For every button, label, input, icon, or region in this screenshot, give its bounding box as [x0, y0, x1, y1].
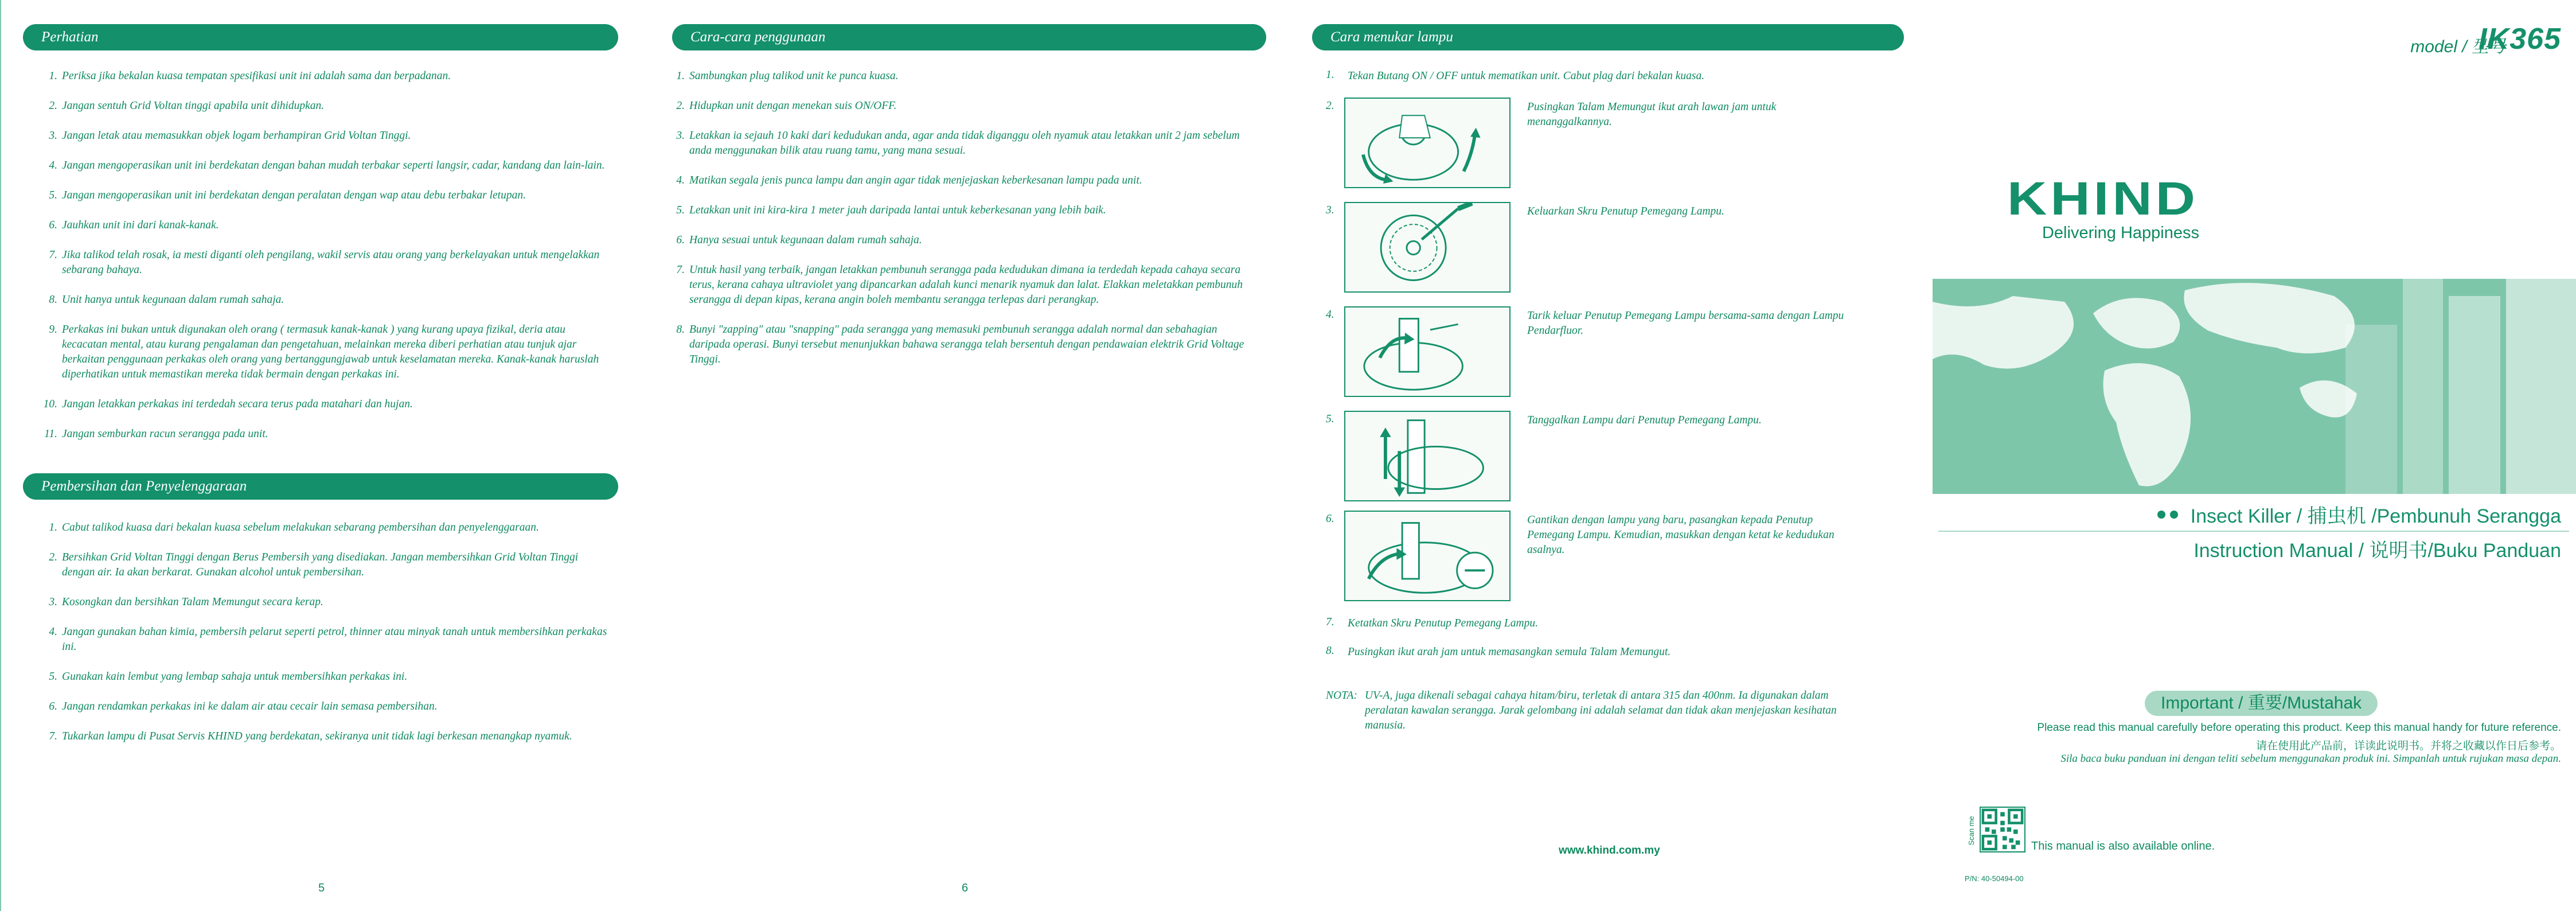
part-number: P/N: 40-50494-00 — [1965, 874, 2024, 883]
perhatian-header: Perhatian — [23, 24, 618, 50]
list-item-number: 7. — [676, 264, 685, 276]
list-item-number: 7. — [49, 730, 57, 742]
list-item-text: Bunyi "zapping" atau "snapping" pada serangga yang memasuki pembunuh serangga adalah normal dan sebahagian daripada operasi. Bunyi tersebut menunjukkan bahawa serangga telah bersentuh dengan pendawaian elektrik Grid Voltage Tinggi. — [689, 324, 1244, 365]
list-item — [49, 158, 612, 173]
notice-english: Please read this manual carefully before operating this product. Keep this manual handy for future reference. — [2037, 722, 2561, 734]
list-item — [49, 69, 612, 84]
step-6-illustration — [1344, 511, 1511, 601]
list-item-text: Jangan semburkan racun serangga pada unit. — [62, 428, 268, 440]
step-number: 5. — [1326, 413, 1334, 425]
notice-chinese: 请在使用此产品前，详读此说明书。并将之收藏以作日后参考。 — [2255, 740, 2561, 752]
step-text: Pusingkan ikut arah jam untuk memasangkan semula Talam Memungut. — [1348, 646, 1671, 658]
list-item-number: 6. — [49, 700, 57, 713]
list-item — [49, 595, 612, 610]
list-item-text: Sambungkan plug talikod unit ke punca kuasa. — [689, 70, 899, 82]
list-item-text: Bersihkan Grid Voltan Tinggi dengan Berus Pembersih yang disediakan. Jangan membersihkan Grid Voltan Tinggi dengan air. Ia akan berkarat. Gunakan alcohol untuk pembersihan. — [62, 551, 579, 578]
list-item-number: 1. — [49, 70, 57, 82]
list-item-text: Jangan gunakan bahan kimia, pembersih pelarut seperti petrol, thinner atau minyak tanah untuk membersihkan perkakas ini. — [62, 626, 607, 653]
nota-label: NOTA: — [1326, 690, 1357, 702]
brand-logo: KHIND — [2007, 172, 2199, 225]
cover-page — [1933, 0, 2576, 911]
list-item-number: 3. — [676, 130, 685, 142]
step-number: 2. — [1326, 100, 1334, 112]
panel-page-5 — [23, 0, 619, 911]
step-text: Tarik keluar Penutup Pemegang Lampu bersama-sama dengan Lampu Pendarfluor. — [1527, 310, 1844, 337]
step-text: Keluarkan Skru Penutup Pemegang Lampu. — [1527, 205, 1724, 217]
product-line: Insect Killer / 捕虫机 /Pembunuh Serangga — [2190, 505, 2561, 527]
list-item — [676, 99, 1257, 114]
list-item-number: 2. — [49, 551, 57, 563]
qr-code[interactable] — [1980, 807, 2025, 852]
list-item — [49, 625, 612, 655]
qr-code-icon — [1981, 808, 2024, 851]
step-text: Gantikan dengan lampu yang baru, pasangkan kepada Penutup Pemegang Lampu. Kemudian, masukkan dengan ketat ke kedudukan asalnya. — [1527, 514, 1835, 556]
step-3-illustration — [1344, 202, 1511, 293]
website-link[interactable]: www.khind.com.my — [1559, 844, 1660, 857]
list-item-number: 6. — [676, 234, 685, 246]
list-item — [49, 218, 612, 233]
list-item-text: Matikan segala jenis punca lampu dan angin agar tidak menjejaskan keberkesanan lampu pada unit. — [689, 174, 1142, 186]
bullet-dots — [2157, 511, 2178, 519]
list-item-text: Kosongkan dan bersihkan Talam Memungut secara kerap. — [62, 596, 323, 608]
list-item-text: Jangan sentuh Grid Voltan tinggi apabila unit dihidupkan. — [62, 100, 325, 112]
online-note: This manual is also available online. — [2031, 840, 2215, 852]
step-number: 7. — [1326, 616, 1334, 628]
pembersihan-list — [49, 520, 612, 759]
list-item — [49, 129, 612, 143]
list-item — [44, 427, 612, 442]
list-item — [49, 669, 612, 684]
list-item-number: 7. — [49, 249, 57, 261]
model-label: model / 型号 — [2410, 37, 2506, 56]
step-4-illustration — [1344, 306, 1511, 397]
lampu-header: Cara menukar lampu — [1312, 24, 1904, 50]
step-number: 8. — [1326, 645, 1334, 657]
perhatian-list — [43, 69, 612, 457]
penggunaan-list — [676, 69, 1257, 382]
list-item-number: 2. — [676, 100, 685, 112]
list-item — [676, 263, 1257, 307]
list-item-text: Periksa jika bekalan kuasa tempatan spesifikasi unit ini adalah sama dan berpadanan. — [62, 70, 451, 82]
list-item-text: Perkakas ini bukan untuk digunakan oleh orang ( termasuk kanak-kanak ) yang kurang upaya fizikal, deria atau kecacatan mental, atau kurang pengalaman dan pengetahuan, melainkan mereka diberi perhatian atau tunjuk ajar berkaitan penggunaan perkakas oleh orang yang bertanggungjawab untuk keselamatan mereka. Kanak-kanak haruslah diperhatikan untuk memastikan mereka tidak bermain dengan perkakas ini. — [62, 324, 599, 380]
list-item-text: Hanya sesuai untuk kegunaan dalam rumah sahaja. — [689, 234, 922, 246]
list-item-number: 5. — [676, 204, 685, 216]
list-item-number: 11. — [44, 428, 57, 440]
step-number: 4. — [1326, 309, 1334, 321]
list-item — [49, 520, 612, 535]
page-number-right: 6 — [962, 882, 969, 894]
list-item-text: Jangan mengoperasikan unit ini berdekatan dengan bahan mudah terbakar seperti langsir, cadar, kandang dan lain-lain. — [62, 159, 605, 172]
notice-malay: Sila baca buku panduan ini dengan teliti sebelum menggunakan produk ini. Simpanlah untuk rujukan masa depan. — [2060, 753, 2561, 765]
pembersihan-header: Pembersihan dan Penyelenggaraan — [23, 473, 618, 500]
important-badge: Important / 重要/Mustahak — [2145, 691, 2378, 716]
list-item-text: Hidupkan unit dengan menekan suis ON/OFF. — [689, 100, 897, 112]
step-text: Tekan Butang ON / OFF untuk mematikan unit. Cabut plag dari bekalan kuasa. — [1348, 70, 1705, 82]
list-item-number: 3. — [49, 596, 57, 608]
list-item-text: Jika talikod telah rosak, ia mesti diganti oleh pengilang, wakil servis atau orang yang berkelayakan untuk mengelakkan sebarang bahaya. — [62, 249, 600, 276]
list-item-number: 8. — [676, 324, 685, 336]
list-item — [49, 322, 612, 382]
step-text: Ketatkan Skru Penutup Pemegang Lampu. — [1348, 617, 1538, 629]
page-number-left: 5 — [318, 882, 325, 894]
list-item-text: Letakkan ia sejauh 10 kaki dari kedudukan anda, agar anda tidak diganggu oleh nyamuk atau letakkan unit 2 jam sebelum anda menggunakan bilik atau ruang tamu, yang mana sesuai. — [689, 130, 1240, 157]
list-item — [676, 69, 1257, 84]
step-number: 1. — [1326, 69, 1334, 81]
list-item-text: Tukarkan lampu di Pusat Servis KHIND yang berdekatan, sekiranya unit tidak lagi berkesan menangkap nyamuk. — [62, 730, 572, 742]
list-item — [49, 729, 612, 744]
scan-me-label: Scan me — [1967, 816, 1976, 846]
step-text: Pusingkan Talam Memungut ikut arah lawan jam untuk menanggalkannya. — [1527, 101, 1777, 128]
list-item — [49, 550, 612, 580]
list-item-number: 4. — [49, 159, 57, 172]
list-item-number: 2. — [49, 100, 57, 112]
list-item-number: 4. — [49, 626, 57, 638]
model-number: IK365 — [2479, 22, 2561, 56]
list-item — [49, 293, 612, 307]
step-number: 3. — [1326, 204, 1334, 216]
panel-page-6 — [672, 0, 1269, 911]
list-item-text: Jangan mengoperasikan unit ini berdekatan dengan peralatan dengan wap atau debu terbakar letupan. — [62, 189, 526, 201]
nota-text: UV-A, juga dikenali sebagai cahaya hitam/biru, terletak di antara 315 dan 400nm. Ia digunakan dalam peralatan kawalan serangga. Jarak gelombang ini adalah selamat dan tidak akan menjejaskan kesihatan manusia. — [1365, 690, 1837, 731]
list-item-text: Cabut talikod kuasa dari bekalan kuasa sebelum melakukan sebarang pembersihan dan penyelenggaraan. — [62, 521, 539, 534]
penggunaan-header: Cara-cara penggunaan — [672, 24, 1266, 50]
list-item-number: 1. — [676, 70, 685, 82]
list-item-number: 9. — [49, 324, 57, 336]
list-item — [49, 699, 612, 714]
list-item — [676, 203, 1257, 218]
step-2-illustration — [1344, 98, 1511, 188]
list-item — [43, 397, 612, 412]
list-item — [676, 173, 1257, 188]
list-item-text: Jangan letakkan perkakas ini terdedah secara terus pada matahari dan hujan. — [62, 398, 413, 410]
list-item-text: Untuk hasil yang terbaik, jangan letakkan pembunuh serangga pada kedudukan dimana ia terdedah kepada cahaya secara terus, kerana cahaya ultraviolet yang dipancarkan adalah kunci menarik nyamuk dan lalat. Elakkan meletakkan pembunuh serangga di depan kipas, kerana angin boleh membantu serangga terlepas dari perangkap. — [689, 264, 1243, 306]
list-item — [676, 233, 1257, 248]
brand-tagline: Delivering Happiness — [2042, 224, 2200, 242]
list-item — [49, 248, 612, 278]
title-divider — [1938, 531, 2569, 532]
panel-lamp-replacement — [1312, 0, 1908, 911]
step-text: Tanggalkan Lampu dari Penutup Pemegang Lampu. — [1527, 414, 1762, 426]
list-item-text: Jangan rendamkan perkakas ini ke dalam air atau cecair lain semasa pembersihan. — [62, 700, 438, 713]
list-item-text: Unit hanya untuk kegunaan dalam rumah sahaja. — [62, 294, 284, 306]
list-item — [676, 322, 1257, 367]
list-item-text: Gunakan kain lembut yang lembap sahaja untuk membersihkan perkakas ini. — [62, 671, 408, 683]
list-item-number: 5. — [49, 189, 57, 201]
list-item-number: 3. — [49, 130, 57, 142]
list-item-number: 8. — [49, 294, 57, 306]
list-item-number: 6. — [49, 219, 57, 231]
step-number: 6. — [1326, 513, 1334, 525]
manual-title: Instruction Manual / 说明书/Buku Panduan — [2193, 540, 2561, 562]
list-item-number: 10. — [43, 398, 57, 410]
list-item-text: Jangan letak atau memasukkan objek logam berhampiran Grid Voltan Tinggi. — [62, 130, 411, 142]
list-item-text: Jauhkan unit ini dari kanak-kanak. — [62, 219, 219, 231]
list-item — [676, 129, 1257, 158]
list-item-number: 5. — [49, 671, 57, 683]
world-map-graphic — [1933, 279, 2576, 494]
world-map-banner — [1933, 279, 2576, 494]
list-item — [49, 99, 612, 114]
list-item-text: Letakkan unit ini kira-kira 1 meter jauh daripada lantai untuk keberkesanan yang lebih baik. — [689, 204, 1106, 216]
list-item-number: 1. — [49, 521, 57, 534]
list-item-number: 4. — [676, 174, 685, 186]
list-item — [49, 188, 612, 203]
step-5-illustration — [1344, 411, 1511, 501]
